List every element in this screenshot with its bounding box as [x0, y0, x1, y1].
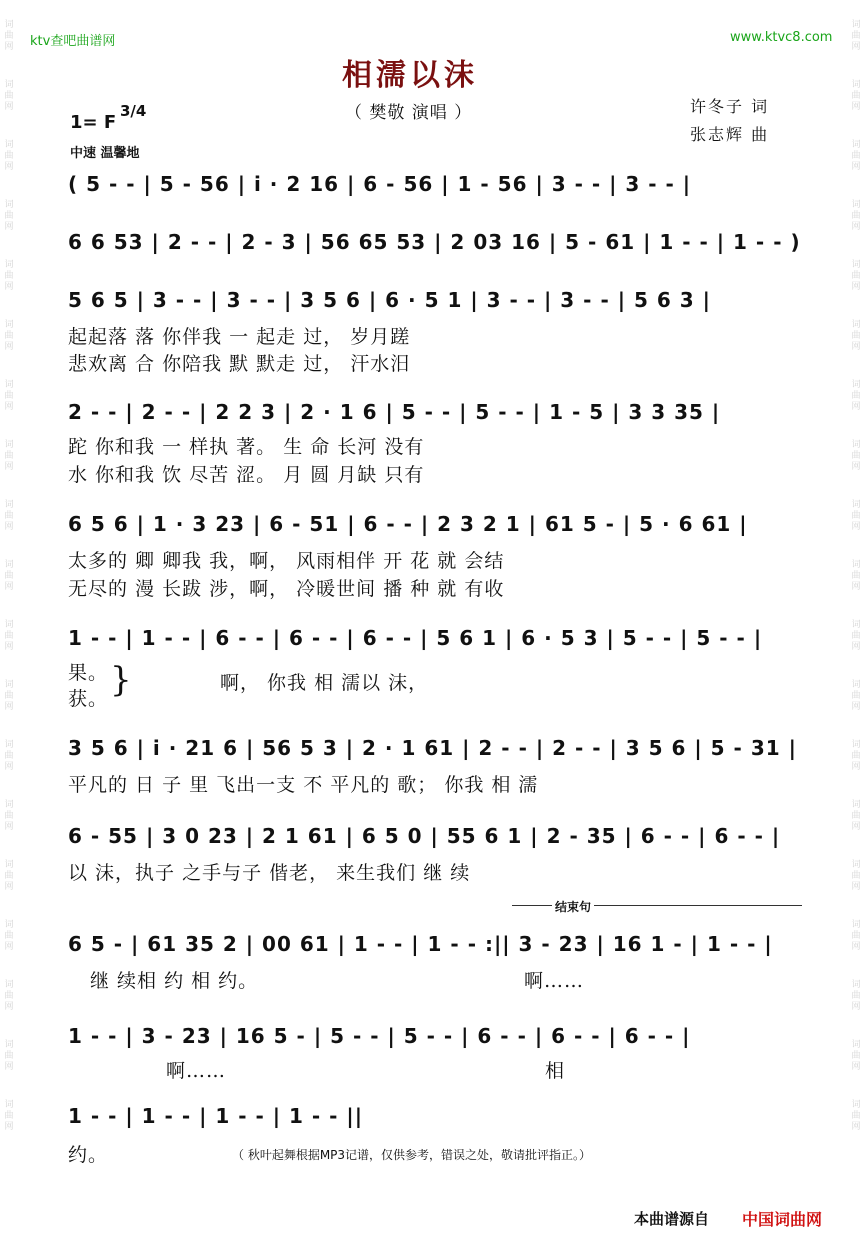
- lyric-line-3a: 起起落 落 你伴我 一 起走 过， 岁月蹉: [68, 326, 411, 348]
- score-line-11: 1 - - | 1 - - | 1 - - | 1 - - ||: [68, 1104, 364, 1128]
- lyric-line-5a: 太多的 卿 卿我 我，啊， 风雨相伴 开 花 就 会结: [68, 550, 505, 572]
- lyric-line-6b: 获。: [68, 688, 109, 710]
- lyric-line-10a: 啊……: [166, 1060, 227, 1082]
- score-line-10: 1 - - | 3 - 23 | 16 5 - | 5 - - | 5 - - | 6 - - | 6 - - | 6 - - |: [68, 1024, 691, 1048]
- side-watermark-right: 词 曲 网 词 曲 网 词 曲 网 词 曲 网 词 曲 网 词 曲 网 词 曲 网 词 曲 网 词 曲 网 词 曲 网 词 曲 网 词 曲 网 词 曲 网 词 曲 网 词 曲 网 词 曲 网 词 曲 网 词 曲 网 词 曲 网: [851, 20, 861, 1132]
- lyric-line-8: 以 沫，执子 之手与子 偕老， 来生我们 继 续: [68, 862, 471, 884]
- site-link-left[interactable]: ktv查吧曲谱网: [30, 34, 116, 49]
- ending-label: 结束句: [552, 898, 594, 915]
- score-line-7: 3 5 6 | i · 21 6 | 56 5 3 | 2 · 1 61 | 2 - - | 2 - - | 3 5 6 | 5 - 31 |: [68, 736, 797, 760]
- score-line-4: 2 - - | 2 - - | 2 2 3 | 2 · 1 6 | 5 - - | 5 - - | 1 - 5 | 3 3 35 |: [68, 400, 721, 424]
- score-line-9: 6 5 - | 61 35 2 | 00 61 | 1 - - | 1 - - :|| 3 - 23 | 16 1 - | 1 - - |: [68, 932, 773, 956]
- side-watermark-left: 词 曲 网 词 曲 网 词 曲 网 词 曲 网 词 曲 网 词 曲 网 词 曲 网 词 曲 网 词 曲 网 词 曲 网 词 曲 网 词 曲 网 词 曲 网 词 曲 网 词 曲 网 词 曲 网 词 曲 网 词 曲 网 词 曲 网: [4, 20, 14, 1132]
- lyric-line-6c: 啊， 你我 相 濡以 沫，: [220, 672, 429, 694]
- score-line-8: 6 - 55 | 3 0 23 | 2 1 61 | 6 5 0 | 55 6 1 | 2 - 35 | 6 - - | 6 - - |: [68, 824, 781, 848]
- tempo-marking: 中速 温馨地: [70, 146, 140, 161]
- lyric-line-9a: 继 续相 约 相 约。: [90, 970, 259, 992]
- lyric-line-4a: 跎 你和我 一 样执 著。 生 命 长河 没有: [68, 436, 425, 458]
- lyric-line-6a: 果。: [68, 662, 109, 684]
- verse-brace: }: [110, 660, 132, 700]
- composer-credit: 张志辉 曲: [690, 125, 770, 144]
- footer-source-label: 本曲谱源自: [634, 1210, 710, 1228]
- lyricist-credit: 许冬子 词: [690, 97, 770, 116]
- score-line-2: 6 6 53 | 2 - - | 2 - 3 | 56 65 53 | 2 03 16 | 5 - 61 | 1 - - | 1 - - ): [68, 230, 801, 254]
- site-link-right[interactable]: www.ktvc8.com: [730, 30, 833, 45]
- lyric-line-4b: 水 你和我 饮 尽苦 涩。 月 圆 月缺 只有: [68, 464, 425, 486]
- score-line-3: 5 6 5 | 3 - - | 3 - - | 3 5 6 | 6 · 5 1 | 3 - - | 3 - - | 5 6 3 |: [68, 288, 711, 312]
- score-line-5: 6 5 6 | 1 · 3 23 | 6 - 51 | 6 - - | 2 3 2 1 | 61 5 - | 5 · 6 61 |: [68, 512, 748, 536]
- lyric-line-3b: 悲欢离 合 你陪我 默 默走 过， 汗水汨: [68, 353, 411, 375]
- lyric-line-9b: 啊……: [524, 970, 585, 992]
- score-line-6: 1 - - | 1 - - | 6 - - | 6 - - | 6 - - | 5 6 1 | 6 · 5 3 | 5 - - | 5 - - |: [68, 626, 763, 650]
- singer-credit: （ 樊敬 演唱 ）: [345, 103, 473, 123]
- key-signature: 1= F: [70, 112, 117, 133]
- transcription-note: （ 秋叶起舞根据MP3记谱，仅供参考，错误之处，敬请批评指正。）: [232, 1148, 592, 1162]
- lyric-line-5b: 无尽的 漫 长跋 涉，啊， 冷暖世间 播 种 就 有收: [68, 578, 505, 600]
- lyric-line-7: 平凡的 日 子 里 飞出一支 不 平凡的 歌； 你我 相 濡: [68, 774, 539, 796]
- score-line-1: ( 5 - - | 5 - 56 | i · 2 16 | 6 - 56 | 1 - 56 | 3 - - | 3 - - |: [68, 172, 692, 196]
- lyric-line-10b: 相: [545, 1060, 566, 1082]
- song-title: 相濡以沫: [342, 58, 478, 93]
- time-signature: 3/4: [120, 102, 147, 120]
- lyric-line-11: 约。: [68, 1144, 109, 1166]
- footer-source-site[interactable]: 中国词曲网: [742, 1210, 823, 1229]
